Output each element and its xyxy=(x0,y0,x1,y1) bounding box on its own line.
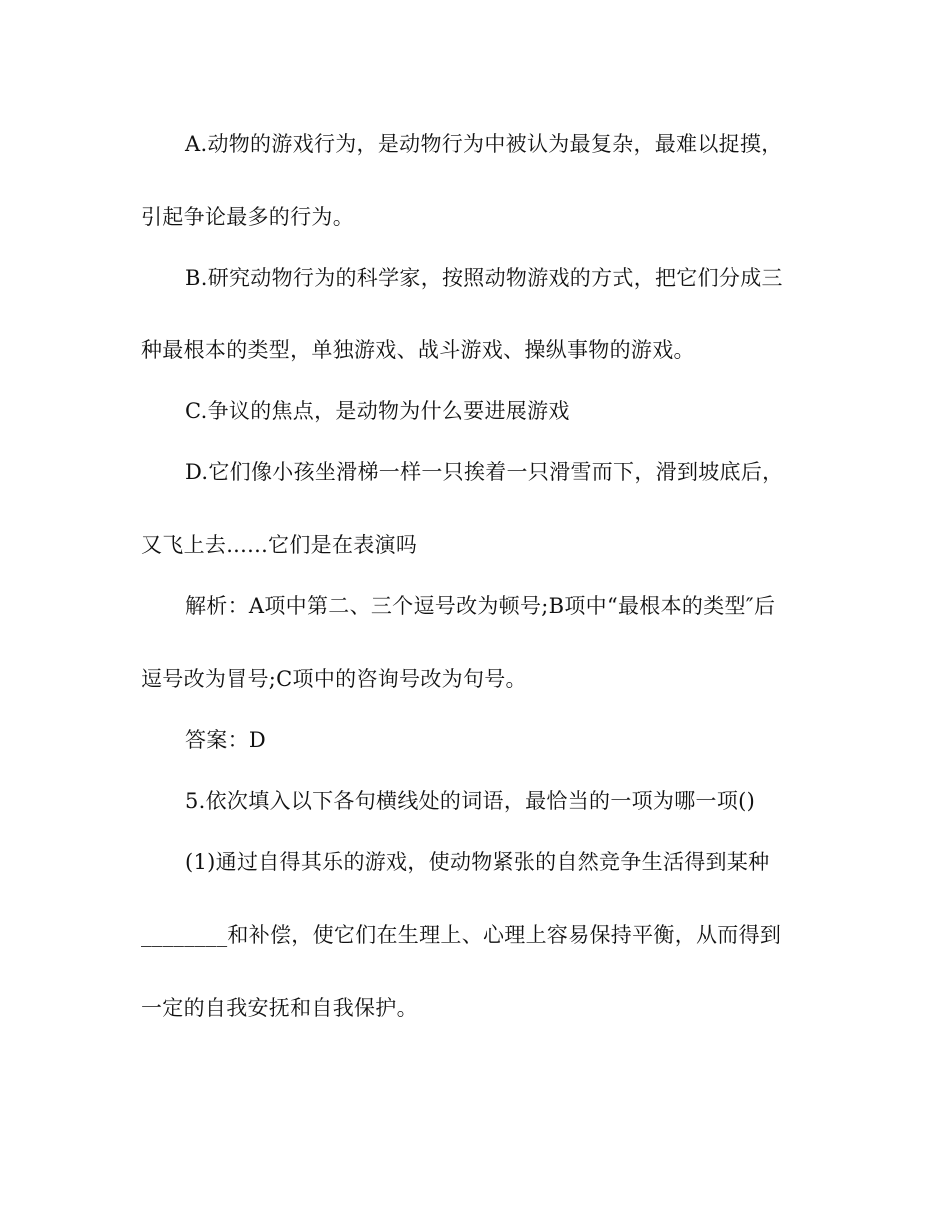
question-5-stem: 5.依次填入以下各句横线处的词语，最恰当的一项为哪一项() xyxy=(185,789,756,813)
answer-text: 答案：D xyxy=(185,728,267,752)
question-5-sentence-1-line-1: (1)通过自得其乐的游戏，使动物紧张的自然竞争生活得到某种 xyxy=(185,850,770,874)
option-c-line-1: C.争议的焦点，是动物为什么要进展游戏 xyxy=(185,399,570,423)
option-a-line-1: A.动物的游戏行为，是动物行为中被认为最复杂，最难以捉摸， xyxy=(185,132,783,156)
option-a-line-2: 引起争论最多的行为。 xyxy=(141,205,354,229)
option-d-line-1: D.它们像小孩坐滑梯一样一只挨着一只滑雪而下，滑到坡底后， xyxy=(185,460,784,484)
analysis-line-2: 逗号改为冒号;C项中的咨询号改为句号。 xyxy=(141,667,527,691)
question-5-sentence-1-line-2: ________和补偿，使它们在生理上、心理上容易保持平衡，从而得到 xyxy=(141,923,782,947)
option-d-line-2: 又飞上去......它们是在表演吗 xyxy=(141,533,418,557)
option-b-line-2: 种最根本的类型，单独游戏、战斗游戏、操纵事物的游戏。 xyxy=(141,338,695,362)
analysis-line-1: 解析：A项中第二、三个逗号改为顿号;B项中“最根本的类型″后 xyxy=(185,594,776,618)
question-5-sentence-1-line-3: 一定的自我安抚和自我保护。 xyxy=(141,996,418,1020)
option-b-line-1: B.研究动物行为的科学家，按照动物游戏的方式，把它们分成三 xyxy=(185,266,783,290)
